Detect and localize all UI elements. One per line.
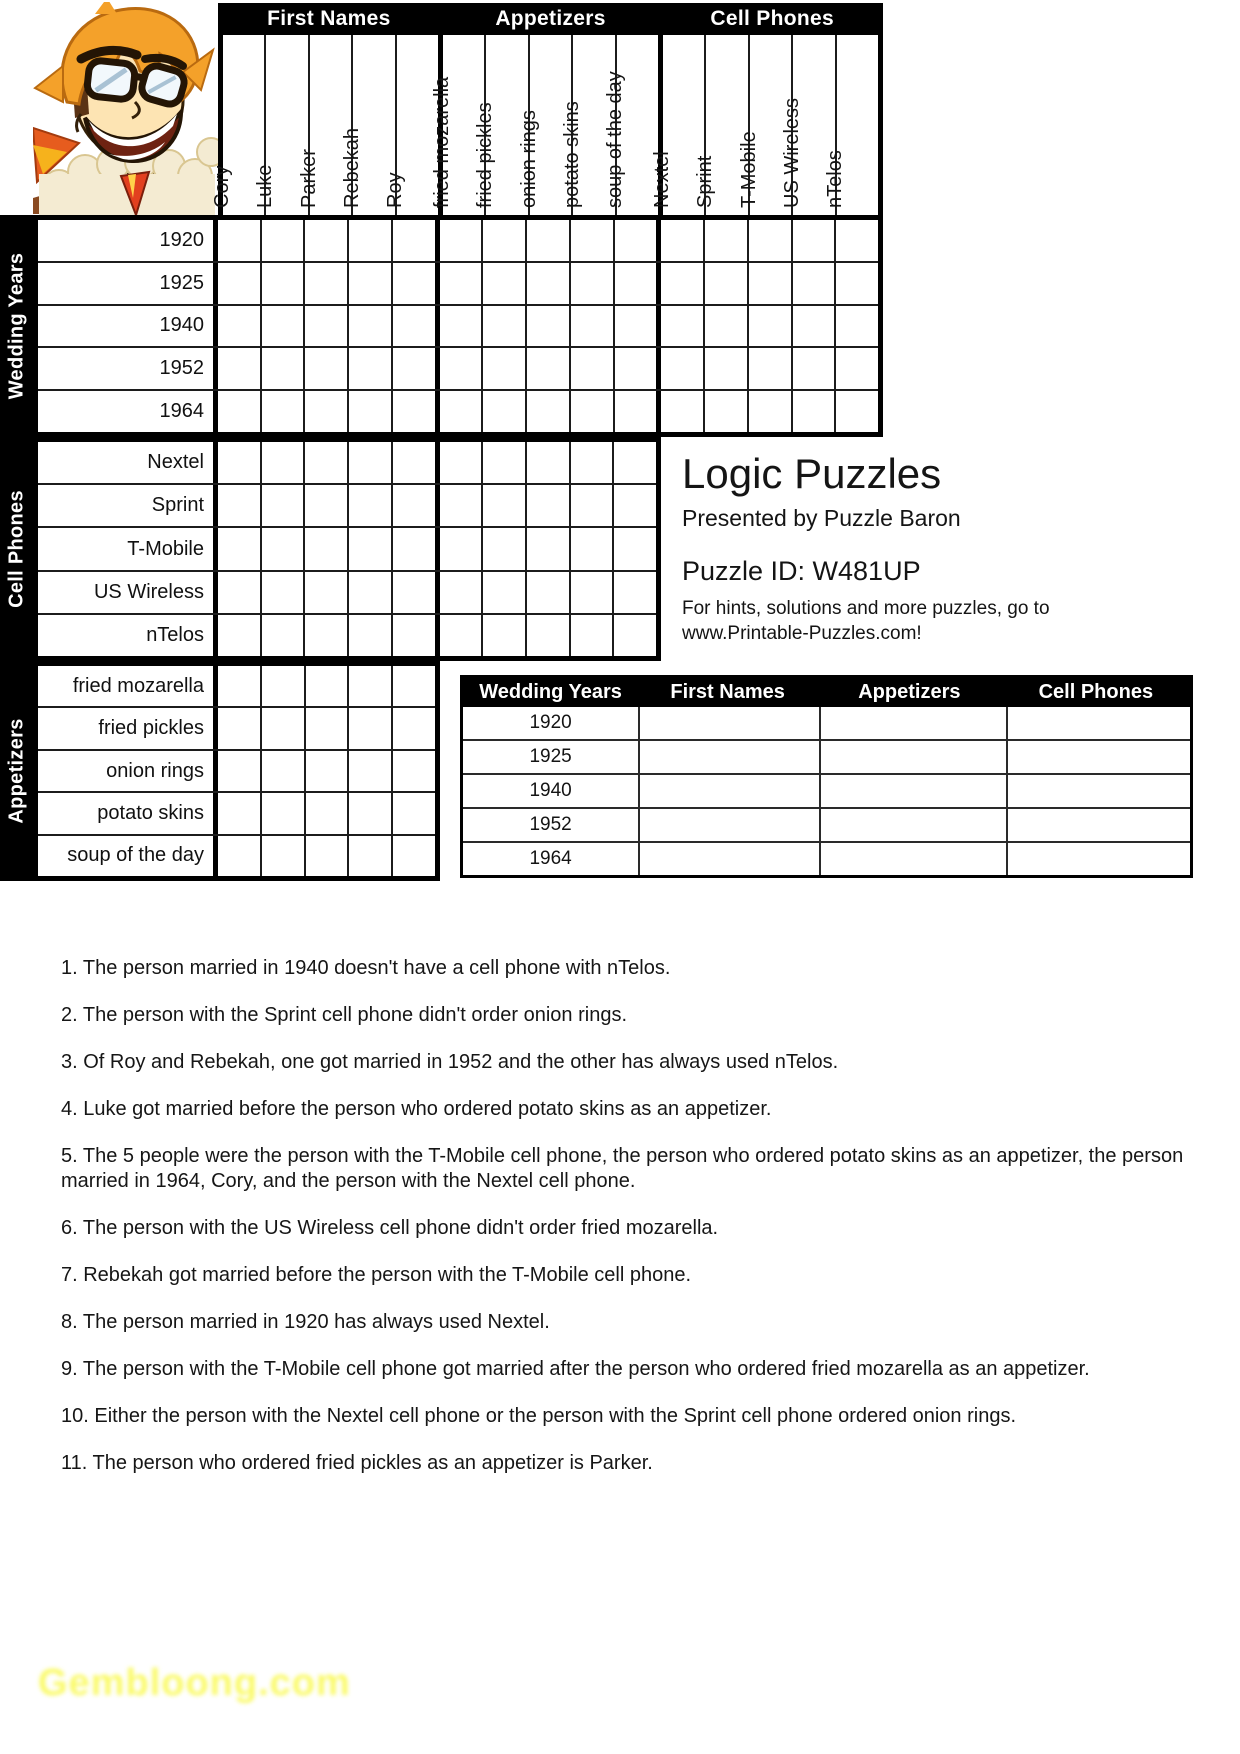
grid-cell[interactable] xyxy=(349,442,393,483)
grid-row xyxy=(38,793,435,835)
grid-cell[interactable] xyxy=(349,348,393,389)
column-label: soup of the day xyxy=(604,71,627,208)
row-label: US Wireless xyxy=(38,572,218,613)
row-label: 1952 xyxy=(38,348,218,389)
grid-cell[interactable] xyxy=(615,391,662,432)
column-group-title: First Names xyxy=(267,7,391,30)
row-label: nTelos xyxy=(38,615,218,656)
grid-cell[interactable] xyxy=(749,391,793,432)
clue: 9. The person with the T-Mobile cell phone got married after the person who ordered fried mozarella as an appetizer. xyxy=(61,1358,1090,1380)
grid-cell[interactable] xyxy=(661,348,705,389)
grid-cell[interactable] xyxy=(483,615,527,656)
answer-year: 1925 xyxy=(463,741,640,773)
grid-cell[interactable] xyxy=(349,708,393,748)
grid-cell[interactable] xyxy=(483,391,527,432)
grid-row xyxy=(38,220,878,263)
grid-cell[interactable] xyxy=(393,263,440,304)
grid-cell[interactable] xyxy=(527,263,571,304)
grid-cell[interactable] xyxy=(218,708,262,748)
grid-cell[interactable] xyxy=(218,348,262,389)
grid-cell[interactable] xyxy=(349,391,393,432)
row-group-label: Cell Phones xyxy=(5,490,27,608)
grid-row xyxy=(38,348,878,391)
grid-row xyxy=(38,391,878,432)
grid-cell[interactable] xyxy=(262,793,306,833)
grid-cell[interactable] xyxy=(440,572,484,613)
grid-cell[interactable] xyxy=(218,306,262,347)
grid-cell[interactable] xyxy=(527,485,571,526)
grid-cell[interactable] xyxy=(262,306,306,347)
grid-row xyxy=(38,263,878,306)
answer-year: 1964 xyxy=(463,843,640,875)
grid-cell[interactable] xyxy=(218,485,262,526)
grid-cell[interactable] xyxy=(305,528,349,569)
grid-cell[interactable] xyxy=(527,220,571,261)
grid-cell[interactable] xyxy=(571,485,615,526)
grid-cell[interactable] xyxy=(527,391,571,432)
grid-cell[interactable] xyxy=(305,442,349,483)
grid-cell[interactable] xyxy=(571,220,615,261)
row-label: fried mozarella xyxy=(38,666,218,706)
grid-cell[interactable] xyxy=(218,528,262,569)
column-group-bar xyxy=(218,3,883,35)
grid-cell[interactable] xyxy=(262,220,306,261)
answer-table-header xyxy=(463,678,1190,707)
answer-row xyxy=(463,843,1190,875)
grid-cell[interactable] xyxy=(836,220,878,261)
grid-cell[interactable] xyxy=(305,572,349,613)
grid-cell[interactable] xyxy=(571,391,615,432)
grid-cell[interactable] xyxy=(571,615,615,656)
grid-cell[interactable] xyxy=(305,615,349,656)
grid-cell[interactable] xyxy=(614,442,656,483)
answer-row xyxy=(463,809,1190,843)
grid-cell[interactable] xyxy=(836,348,878,389)
grid-cell[interactable] xyxy=(705,263,749,304)
grid-cell[interactable] xyxy=(527,348,571,389)
grid-cell[interactable] xyxy=(483,348,527,389)
row-label: fried pickles xyxy=(38,708,218,748)
mascot-icon xyxy=(33,2,218,215)
grid-cell[interactable] xyxy=(349,220,393,261)
column-label: Parker xyxy=(297,149,320,208)
grid-cell[interactable] xyxy=(793,306,837,347)
grid-cell[interactable] xyxy=(393,528,440,569)
grid-cell[interactable] xyxy=(218,836,262,876)
row-label: Sprint xyxy=(38,485,218,526)
answer-table-body xyxy=(463,707,1190,875)
logic-grid-section-wedding-years xyxy=(33,215,883,437)
page-title: Logic Puzzles xyxy=(682,450,942,497)
grid-cell[interactable] xyxy=(349,615,393,656)
grid-row xyxy=(38,528,656,571)
row-group-label: Wedding Years xyxy=(5,252,27,400)
grid-cell[interactable] xyxy=(393,348,440,389)
grid-cell[interactable] xyxy=(305,263,349,304)
grid-row xyxy=(38,485,656,528)
grid-cell[interactable] xyxy=(349,836,393,876)
page-subtitle: Presented by Puzzle Baron xyxy=(682,505,961,531)
grid-cell[interactable] xyxy=(262,442,306,483)
grid-cell[interactable] xyxy=(615,306,662,347)
grid-cell[interactable] xyxy=(262,391,306,432)
grid-row xyxy=(38,306,878,349)
column-label: Luke xyxy=(254,164,277,208)
watermark: Gembloong.com xyxy=(38,1662,351,1704)
answer-cell[interactable] xyxy=(821,843,1008,875)
grid-cell[interactable] xyxy=(440,528,484,569)
row-label: 1964 xyxy=(38,391,218,432)
column-label: Sprint xyxy=(694,155,717,208)
grid-cell[interactable] xyxy=(571,528,615,569)
grid-cell[interactable] xyxy=(661,391,705,432)
grid-cell[interactable] xyxy=(483,485,527,526)
column-label: potato skins xyxy=(560,101,583,208)
row-group-label: Appetizers xyxy=(5,718,27,824)
column-label: fried mozarella xyxy=(430,76,453,208)
column-label: nTelos xyxy=(824,150,847,208)
grid-cell[interactable] xyxy=(262,666,306,706)
grid-cell[interactable] xyxy=(793,220,837,261)
grid-cell[interactable] xyxy=(793,348,837,389)
grid-cell[interactable] xyxy=(440,263,484,304)
row-label: T-Mobile xyxy=(38,528,218,569)
grid-cell[interactable] xyxy=(393,708,435,748)
clue: 5. The 5 people were the person with the T-Mobile cell phone, the person who ordered potato skins as an appetizer, the person married in 1964, Cory, and the person with the Nextel cell phone. xyxy=(61,1145,1184,1192)
grid-cell[interactable] xyxy=(305,220,349,261)
answer-column-header: First Names xyxy=(670,681,785,703)
grid-cell[interactable] xyxy=(661,306,705,347)
grid-cell[interactable] xyxy=(527,442,571,483)
grid-cell[interactable] xyxy=(349,306,393,347)
clue: 4. Luke got married before the person who ordered potato skins as an appetizer. xyxy=(61,1098,772,1120)
answer-cell[interactable] xyxy=(640,741,821,773)
row-label: potato skins xyxy=(38,793,218,833)
grid-cell[interactable] xyxy=(483,442,527,483)
answer-cell[interactable] xyxy=(1008,809,1190,841)
grid-cell[interactable] xyxy=(527,306,571,347)
grid-cell[interactable] xyxy=(218,751,262,791)
clue: 3. Of Roy and Rebekah, one got married in 1952 and the other has always used nTelos. xyxy=(61,1051,839,1073)
column-label: Nextel xyxy=(650,151,673,208)
grid-cell[interactable] xyxy=(306,836,350,876)
grid-cell[interactable] xyxy=(793,391,837,432)
grid-row xyxy=(38,666,435,708)
grid-cell[interactable] xyxy=(306,751,350,791)
grid-cell[interactable] xyxy=(527,528,571,569)
grid-cell[interactable] xyxy=(440,220,484,261)
grid-cell[interactable] xyxy=(305,485,349,526)
grid-cell[interactable] xyxy=(305,306,349,347)
answer-row xyxy=(463,741,1190,775)
grid-cell[interactable] xyxy=(483,572,527,613)
answer-cell[interactable] xyxy=(1008,843,1190,875)
clue: 10. Either the person with the Nextel cell phone or the person with the Sprint cell phone ordered onion rings. xyxy=(61,1405,1017,1427)
row-group-header-appetizers xyxy=(0,661,33,881)
grid-cell[interactable] xyxy=(571,306,615,347)
grid-cell[interactable] xyxy=(349,485,393,526)
answer-column-header: Appetizers xyxy=(858,681,961,703)
column-group-title: Cell Phones xyxy=(710,7,834,30)
grid-cell[interactable] xyxy=(262,348,306,389)
row-label: Nextel xyxy=(38,442,218,483)
column-label: Roy xyxy=(384,172,407,208)
column-label: onion rings xyxy=(517,110,540,208)
logic-grid-section-cell-phones xyxy=(33,437,661,661)
column-group-title: Appetizers xyxy=(495,7,606,30)
clue: 8. The person married in 1920 has always used Nextel. xyxy=(61,1311,550,1333)
mascot-illustration xyxy=(33,2,218,215)
answer-cell[interactable] xyxy=(821,809,1008,841)
answer-cell[interactable] xyxy=(1008,775,1190,807)
grid-cell[interactable] xyxy=(571,348,615,389)
grid-cell[interactable] xyxy=(393,836,435,876)
grid-cell[interactable] xyxy=(393,793,435,833)
clue: 2. The person with the Sprint cell phone didn't order onion rings. xyxy=(61,1004,628,1026)
column-label: Cory xyxy=(210,165,233,208)
row-group-header-cell-phones xyxy=(0,437,33,661)
clue: 11. The person who ordered fried pickles as an appetizer is Parker. xyxy=(61,1452,653,1474)
answer-column-header: Cell Phones xyxy=(1038,681,1154,703)
grid-cell[interactable] xyxy=(661,220,705,261)
row-label: 1920 xyxy=(38,220,218,261)
grid-row xyxy=(38,708,435,750)
row-label: onion rings xyxy=(38,751,218,791)
hints-text xyxy=(682,596,1050,646)
grid-cell[interactable] xyxy=(661,263,705,304)
grid-cell[interactable] xyxy=(614,572,656,613)
grid-cell[interactable] xyxy=(262,263,306,304)
grid-cell[interactable] xyxy=(306,793,350,833)
grid-cell[interactable] xyxy=(218,263,262,304)
grid-cell[interactable] xyxy=(349,263,393,304)
grid-cell[interactable] xyxy=(393,306,440,347)
column-label-group xyxy=(210,35,443,215)
grid-cell[interactable] xyxy=(349,666,393,706)
grid-cell[interactable] xyxy=(262,708,306,748)
grid-cell[interactable] xyxy=(483,306,527,347)
answer-cell[interactable] xyxy=(821,775,1008,807)
column-label: fried pickles xyxy=(474,102,497,208)
grid-cell[interactable] xyxy=(218,666,262,706)
grid-cell[interactable] xyxy=(440,348,484,389)
grid-row xyxy=(38,442,656,485)
grid-cell[interactable] xyxy=(349,528,393,569)
grid-cell[interactable] xyxy=(218,220,262,261)
grid-cell[interactable] xyxy=(218,572,262,613)
answer-year: 1940 xyxy=(463,775,640,807)
grid-cell[interactable] xyxy=(393,751,435,791)
grid-cell[interactable] xyxy=(393,572,440,613)
grid-cell[interactable] xyxy=(614,615,656,656)
row-label: 1925 xyxy=(38,263,218,304)
row-group-header-wedding-years xyxy=(0,215,33,437)
clue: 6. The person with the US Wireless cell phone didn't order fried mozarella. xyxy=(61,1217,719,1239)
answer-cell[interactable] xyxy=(640,775,821,807)
puzzle-id: Puzzle ID: W481UP xyxy=(682,556,921,586)
clue: 7. Rebekah got married before the person with the T-Mobile cell phone. xyxy=(61,1264,691,1286)
column-headers xyxy=(210,35,883,215)
answer-cell[interactable] xyxy=(821,707,1008,739)
column-label: US Wireless xyxy=(780,97,803,208)
grid-cell[interactable] xyxy=(393,666,435,706)
grid-cell[interactable] xyxy=(571,263,615,304)
grid-cell[interactable] xyxy=(527,572,571,613)
answer-cell[interactable] xyxy=(821,741,1008,773)
grid-cell[interactable] xyxy=(749,348,793,389)
grid-cell[interactable] xyxy=(836,391,878,432)
grid-cell[interactable] xyxy=(393,615,440,656)
grid-cell[interactable] xyxy=(306,708,350,748)
grid-cell[interactable] xyxy=(305,348,349,389)
grid-cell[interactable] xyxy=(393,485,440,526)
grid-cell[interactable] xyxy=(440,391,484,432)
grid-cell[interactable] xyxy=(440,485,484,526)
column-label-group xyxy=(430,35,663,215)
grid-cell[interactable] xyxy=(218,391,262,432)
hints-line-2: www.Printable-Puzzles.com! xyxy=(682,623,922,644)
grid-cell[interactable] xyxy=(218,442,262,483)
grid-cell[interactable] xyxy=(305,391,349,432)
grid-cell[interactable] xyxy=(262,751,306,791)
grid-row xyxy=(38,751,435,793)
grid-cell[interactable] xyxy=(349,572,393,613)
grid-cell[interactable] xyxy=(705,220,749,261)
column-label: Rebekah xyxy=(340,127,363,208)
grid-cell[interactable] xyxy=(571,442,615,483)
grid-cell[interactable] xyxy=(218,615,262,656)
column-label-group xyxy=(650,35,883,215)
answer-cell[interactable] xyxy=(640,843,821,875)
answer-row xyxy=(463,775,1190,809)
grid-cell[interactable] xyxy=(749,220,793,261)
grid-cell[interactable] xyxy=(749,263,793,304)
answer-year: 1920 xyxy=(463,707,640,739)
grid-cell[interactable] xyxy=(615,348,662,389)
answer-column-header: Wedding Years xyxy=(479,681,622,703)
row-label: 1940 xyxy=(38,306,218,347)
grid-cell[interactable] xyxy=(793,263,837,304)
grid-cell[interactable] xyxy=(218,793,262,833)
grid-cell[interactable] xyxy=(614,485,656,526)
grid-cell[interactable] xyxy=(393,220,440,261)
column-label-cell xyxy=(824,35,878,215)
grid-cell[interactable] xyxy=(306,666,350,706)
column-label: T-Mobile xyxy=(737,131,760,208)
answer-cell[interactable] xyxy=(1008,741,1190,773)
grid-cell[interactable] xyxy=(440,306,484,347)
grid-cell[interactable] xyxy=(483,220,527,261)
grid-cell[interactable] xyxy=(836,263,878,304)
grid-cell[interactable] xyxy=(483,263,527,304)
hints-line-1: For hints, solutions and more puzzles, go to xyxy=(682,598,1050,619)
grid-cell[interactable] xyxy=(749,306,793,347)
grid-cell[interactable] xyxy=(262,528,306,569)
grid-row xyxy=(38,572,656,615)
grid-cell[interactable] xyxy=(349,751,393,791)
grid-cell[interactable] xyxy=(705,391,749,432)
answer-cell[interactable] xyxy=(640,707,821,739)
logic-grid-section-appetizers xyxy=(33,661,440,881)
grid-cell[interactable] xyxy=(705,348,749,389)
grid-row xyxy=(38,615,656,656)
answer-row xyxy=(463,707,1190,741)
grid-cell[interactable] xyxy=(262,836,306,876)
grid-cell[interactable] xyxy=(262,485,306,526)
clue-list xyxy=(61,956,1186,1498)
grid-cell[interactable] xyxy=(615,220,662,261)
answer-year: 1952 xyxy=(463,809,640,841)
grid-cell[interactable] xyxy=(262,615,306,656)
answer-cell[interactable] xyxy=(1008,707,1190,739)
row-label: soup of the day xyxy=(38,836,218,876)
title-block xyxy=(682,450,1050,646)
grid-cell[interactable] xyxy=(527,615,571,656)
grid-cell[interactable] xyxy=(483,528,527,569)
grid-cell[interactable] xyxy=(836,306,878,347)
grid-cell[interactable] xyxy=(440,615,484,656)
grid-cell[interactable] xyxy=(615,263,662,304)
grid-cell[interactable] xyxy=(571,572,615,613)
grid-cell[interactable] xyxy=(614,528,656,569)
answer-table xyxy=(460,675,1193,878)
answer-cell[interactable] xyxy=(640,809,821,841)
grid-cell[interactable] xyxy=(262,572,306,613)
grid-cell[interactable] xyxy=(705,306,749,347)
grid-cell[interactable] xyxy=(440,442,484,483)
clue: 1. The person married in 1940 doesn't have a cell phone with nTelos. xyxy=(61,957,671,979)
grid-row xyxy=(38,836,435,876)
grid-cell[interactable] xyxy=(393,391,440,432)
grid-cell[interactable] xyxy=(349,793,393,833)
grid-cell[interactable] xyxy=(393,442,440,483)
